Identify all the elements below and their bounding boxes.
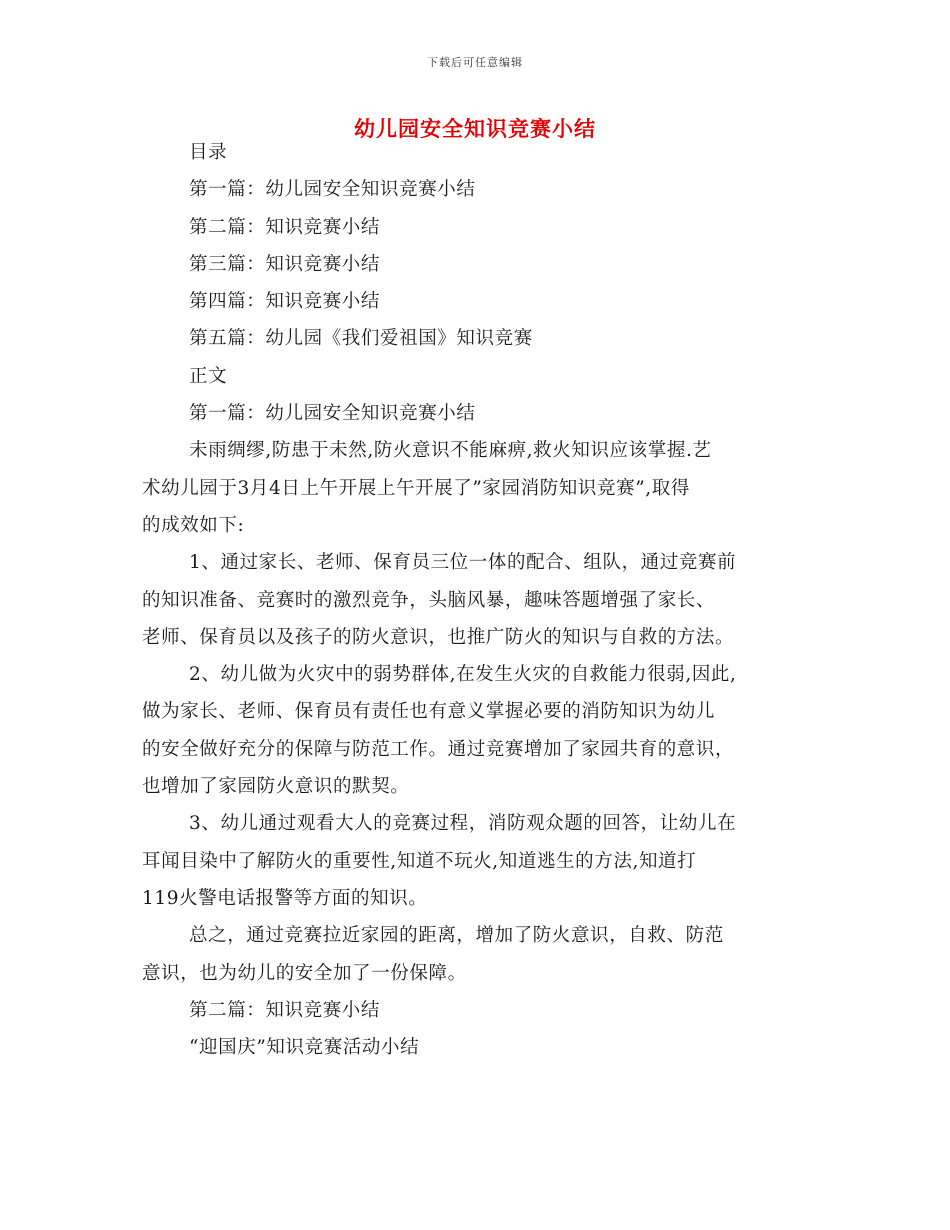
body-line: 目录 <box>189 142 228 163</box>
body-line: 正文 <box>189 365 228 387</box>
body-line: 也增加了家园防火意识的默契。 <box>142 776 410 798</box>
body-line: 耳闻目染中了解防火的重要性,知道不玩火,知道逃生的方法,知道打 <box>142 850 697 872</box>
body-line: 术幼儿园于3月4日上午开展上午开展了”家园消防知识竞赛”,取得 <box>142 477 690 499</box>
body-line: 第四篇：知识竞赛小结 <box>189 291 381 313</box>
document-body <box>142 134 822 1066</box>
body-line: 第五篇：幼儿园《我们爱祖国》知识竞赛 <box>189 328 533 350</box>
body-line: 做为家长、老师、保育员有责任也有意义掌握必要的消防知识为幼儿 <box>142 701 716 723</box>
body-line: 的安全做好充分的保障与防范工作。通过竞赛增加了家园共育的意识， <box>142 738 735 760</box>
body-line: 第二篇：知识竞赛小结 <box>189 216 381 238</box>
body-line: 的成效如下: <box>142 514 245 536</box>
body-line: 第一篇：幼儿园安全知识竞赛小结 <box>189 179 476 201</box>
body-line: 第三篇：知识竞赛小结 <box>189 253 381 275</box>
body-line: 的知识准备、竞赛时的激烈竞争，头脑风暴，趣味答题增强了家长、 <box>142 589 716 611</box>
body-line: 老师、保育员以及孩子的防火意识，也推广防火的知识与自救的方法。 <box>142 626 735 648</box>
body-line: 总之，通过竞赛拉近家园的距离，增加了防火意识，自救、防范 <box>189 925 724 947</box>
body-line: 3、幼儿通过观看大人的竞赛过程，消防观众题的回答，让幼儿在 <box>189 813 737 835</box>
body-line: 2、幼儿做为火灾中的弱势群体,在发生火灾的自救能力很弱,因此, <box>189 664 737 686</box>
body-line: 第一篇：幼儿园安全知识竞赛小结 <box>189 403 476 425</box>
body-line: 第二篇：知识竞赛小结 <box>189 999 381 1021</box>
body-line: 未雨绸缪,防患于未然,防火意识不能麻痹,救火知识应该掌握.艺 <box>189 440 712 462</box>
body-line: 119火警电话报警等方面的知识。 <box>142 887 428 909</box>
document-title: 幼儿园安全知识竞赛小结 <box>354 116 596 141</box>
header-note: 下载后可任意编辑 <box>427 56 523 69</box>
body-line: 1、通过家长、老师、保育员三位一体的配合、组队，通过竞赛前 <box>189 552 737 574</box>
body-line: 意识，也为幼儿的安全加了一份保障。 <box>142 962 467 984</box>
body-line: “迎国庆”知识竞赛活动小结 <box>189 1037 420 1059</box>
